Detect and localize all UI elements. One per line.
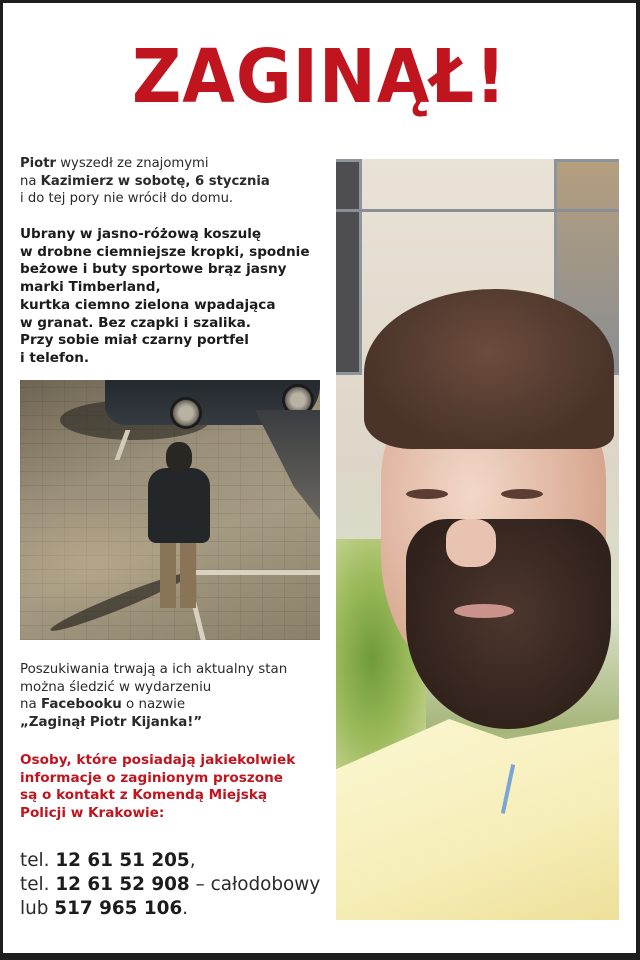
intro-text	[20, 155, 325, 208]
contact-line: lub 517 965 106.	[20, 898, 189, 919]
intro-line-1: Piotr wyszedł ze znajomymi	[20, 156, 209, 171]
clothing-description	[20, 226, 325, 368]
police-appeal: Osoby, które posiadają jakiekolwiek informacje o zaginionym proszone są o kontakt z Komendą Miejską Policji w Krakowie:	[20, 752, 296, 822]
contact-line: tel. 12 61 52 908 – całodobowy	[20, 874, 321, 895]
phone-number[interactable]: 12 61 51 205	[55, 850, 190, 871]
beard	[406, 519, 611, 729]
facebook-label: Facebooku	[40, 697, 122, 713]
description-line: kurtka ciemno zielona wpadająca	[20, 296, 276, 313]
search-info: Poszukiwania trwają a ich aktualny stan można śledzić w wydarzeniu na Facebooku o nazwie „Zaginął Piotr Kijanka!”	[20, 661, 325, 732]
portrait-photo	[336, 159, 619, 920]
person-figure	[148, 468, 210, 543]
hair	[364, 289, 614, 449]
intro-line-2: na Kazimierz w sobotę, 6 stycznia	[20, 173, 270, 189]
intro-line-3: i do tej pory nie wrócił do domu.	[20, 191, 234, 207]
description-line: w granat. Bez czapki i szalika.	[20, 314, 251, 331]
description-line: i telefon.	[20, 349, 90, 366]
car-wheel	[170, 397, 202, 429]
description-line: Przy sobie miał czarny portfel	[20, 332, 249, 349]
phone-number[interactable]: 12 61 52 908	[55, 874, 190, 895]
contact-line: tel. 12 61 51 205,	[20, 850, 196, 871]
last-seen-place-date: Kazimierz w sobotę, 6 stycznia	[40, 173, 270, 189]
contact-numbers	[20, 849, 325, 921]
missing-person-poster	[3, 3, 636, 953]
person-name: Piotr	[20, 156, 57, 171]
phone-number[interactable]: 517 965 106	[54, 898, 183, 919]
description-line: beżowe i buty sportowe brąz jasny	[20, 261, 287, 278]
poster-title: ZAGINĄŁ!	[131, 34, 508, 120]
facebook-event-name: „Zaginął Piotr Kijanka!”	[20, 715, 203, 731]
description-line: Ubrany w jasno-różową koszulę	[20, 226, 262, 242]
description-line: w drobne ciemniejsze kropki, spodnie	[20, 243, 310, 260]
description-line: marki Timberland,	[20, 279, 161, 296]
cctv-photo	[20, 380, 320, 640]
